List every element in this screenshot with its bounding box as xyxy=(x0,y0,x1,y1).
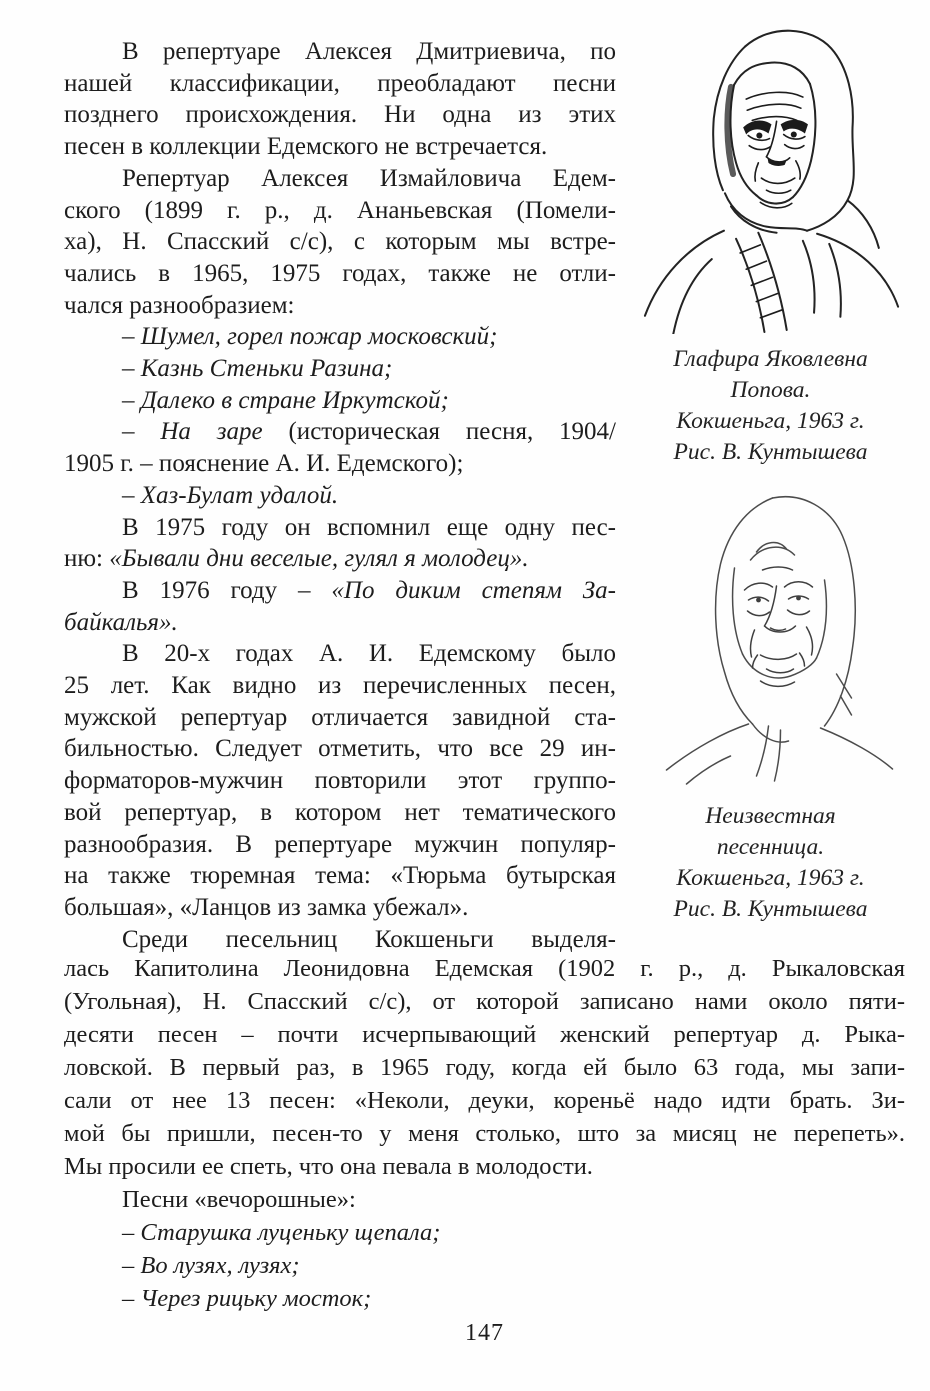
text-line xyxy=(64,1150,905,1183)
text-line xyxy=(64,258,616,290)
body-text: – xyxy=(122,1252,141,1279)
body-text: В 1975 году он вспомнил еще одну пес- xyxy=(122,513,616,541)
body-text: десяти песен – почти исчерпывающий женский репертуар д. Рыка- xyxy=(64,1021,905,1048)
text-line xyxy=(64,99,616,131)
text-line xyxy=(64,607,616,639)
body-text: Песни «вечорошные»: xyxy=(122,1186,356,1213)
figure-caption-2 xyxy=(628,801,913,925)
song-title-text: «По диким степям За- xyxy=(331,576,617,604)
figure-2 xyxy=(628,468,913,925)
text-line xyxy=(64,892,616,924)
body-text: ню: xyxy=(64,545,110,573)
text-line xyxy=(64,733,616,765)
text-line xyxy=(64,163,616,195)
body-text: 1905 г. – пояснение А. И. Едемского); xyxy=(64,450,464,478)
body-text: Среди песельниц Кокшеньги выделя- xyxy=(122,925,616,953)
text-line xyxy=(64,1117,905,1150)
text-line xyxy=(64,952,905,985)
body-text: ловской. В первый раз, в 1965 году, когда ей было 63 года, мы запи- xyxy=(64,1054,905,1081)
text-line xyxy=(64,385,616,417)
text-line xyxy=(64,1216,905,1249)
body-text: большая», «Ланцов из замка убежал». xyxy=(64,893,469,921)
caption-line: Рис. В. Кунтышева xyxy=(673,896,868,922)
body-text: – xyxy=(122,1219,141,1246)
text-line xyxy=(64,1282,905,1315)
body-text: на также тюремная тема: «Тюрьма бутырская xyxy=(64,862,616,890)
text-line xyxy=(64,797,616,829)
caption-line: песенница. xyxy=(716,834,825,860)
body-text: В репертуаре Алексея Дмитриевича, по xyxy=(122,38,616,65)
body-text: чался разнообразием: xyxy=(64,291,295,319)
song-title-text: Шумел, горел пожар московский; xyxy=(140,323,498,351)
portrait-sketch-1 xyxy=(628,12,913,334)
text-line xyxy=(64,924,616,956)
body-text: ха), Н. Спасский с/с), с которым мы встре- xyxy=(64,228,616,256)
body-text: лась Капитолина Леонидовна Едемская (1902 г. р., д. Рыкаловская xyxy=(64,955,905,982)
body-text: мужской репертуар отличается завидной ста- xyxy=(64,703,616,731)
text-line xyxy=(64,480,616,512)
caption-line: Глафира Яковлевна xyxy=(673,346,868,372)
caption-line: Попова. xyxy=(730,377,811,403)
body-text: Репертуар Алексея Измайловича Едем- xyxy=(122,164,616,192)
main-text-column xyxy=(64,36,616,955)
body-text: 25 лет. Как видно из перечисленных песен, xyxy=(64,672,616,700)
text-line xyxy=(64,765,616,797)
page-number: 147 xyxy=(465,1320,504,1346)
text-line xyxy=(64,512,616,544)
caption-line: Неизвестная xyxy=(705,803,836,829)
text-line xyxy=(64,860,616,892)
song-title-text: байкалья». xyxy=(64,608,178,636)
text-line xyxy=(64,543,616,575)
body-text: – xyxy=(122,355,141,383)
text-line xyxy=(64,416,616,448)
body-text: форматоров-мужчин повторили этот группо- xyxy=(64,767,616,795)
text-line xyxy=(64,68,616,100)
caption-line: Кокшеньга, 1963 г. xyxy=(676,865,865,891)
body-text: позднего происхождения. Ни одна из этих xyxy=(64,101,616,129)
body-text: сали от нее 13 песен: «Неколи, деуки, кореньё надо идти брать. Зи- xyxy=(64,1087,905,1114)
text-line xyxy=(64,638,616,670)
text-line xyxy=(64,702,616,734)
text-line xyxy=(64,448,616,480)
text-line xyxy=(64,1084,905,1117)
body-text: чались в 1965, 1975 годах, также не отли- xyxy=(64,259,616,287)
portrait-sketch-2 xyxy=(628,468,913,793)
text-line xyxy=(64,829,616,861)
text-line xyxy=(64,36,616,68)
body-text: мой бы пришли, песен-то у меня столько, што за мисяц не перепеть». xyxy=(64,1120,905,1147)
body-text: ского (1899 г. р., д. Ананьевская (Помели- xyxy=(64,196,616,224)
body-text: В 20-х годах А. И. Едемскому было xyxy=(122,640,616,668)
text-line xyxy=(64,1249,905,1282)
text-line xyxy=(64,321,616,353)
body-text: – xyxy=(122,1285,141,1312)
body-text: – xyxy=(122,418,161,446)
song-title-text: Далеко в стране Иркутской; xyxy=(140,386,449,414)
text-line xyxy=(64,575,616,607)
body-text: разнообразия. В репертуаре мужчин популяр- xyxy=(64,830,616,858)
body-text: – xyxy=(122,386,141,414)
text-line xyxy=(64,195,616,227)
song-title-text: Через рицьку мосток; xyxy=(140,1285,372,1312)
song-title-text: Казнь Стеньки Разина; xyxy=(140,355,393,383)
text-line xyxy=(64,353,616,385)
body-text: Мы просили ее спеть, что она певала в молодости. xyxy=(64,1153,593,1180)
figure-caption-1 xyxy=(628,344,913,468)
song-title-text: Во лузях, лузях; xyxy=(140,1252,300,1279)
body-text: (историческая песня, 1904/ xyxy=(262,418,616,446)
caption-line: Рис. В. Кунтышева xyxy=(673,439,868,465)
text-line xyxy=(64,670,616,702)
text-line xyxy=(64,226,616,258)
text-line xyxy=(64,1018,905,1051)
body-text: – xyxy=(122,481,141,509)
song-title-text: «Бывали дни веселые, гулял я молодец». xyxy=(109,545,529,573)
body-text: (Угольная), Н. Спасский с/с), от которой записано нами около пяти- xyxy=(64,988,905,1015)
caption-line: Кокшеньга, 1963 г. xyxy=(676,408,865,434)
text-line xyxy=(64,1183,905,1216)
song-title-text: Хаз-Булат удалой. xyxy=(140,481,339,509)
body-text: песен в коллекции Едемского не встречается. xyxy=(64,133,548,161)
body-text: вой репертуар, в котором нет тематического xyxy=(64,798,616,826)
text-line xyxy=(64,290,616,322)
song-title-text: На заре xyxy=(160,418,263,446)
full-width-text-block xyxy=(64,952,905,1315)
figure-1 xyxy=(628,12,913,468)
song-title-text: Старушка луценьку щепала; xyxy=(140,1219,441,1246)
text-line xyxy=(64,1051,905,1084)
body-text: нашей классификации, преобладают песни xyxy=(64,69,616,97)
body-text: бильностью. Следует отметить, что все 29 ин- xyxy=(64,735,616,763)
text-line xyxy=(64,131,616,163)
body-text: – xyxy=(122,323,141,351)
text-line xyxy=(64,985,905,1018)
body-text: В 1976 году – xyxy=(122,576,332,604)
